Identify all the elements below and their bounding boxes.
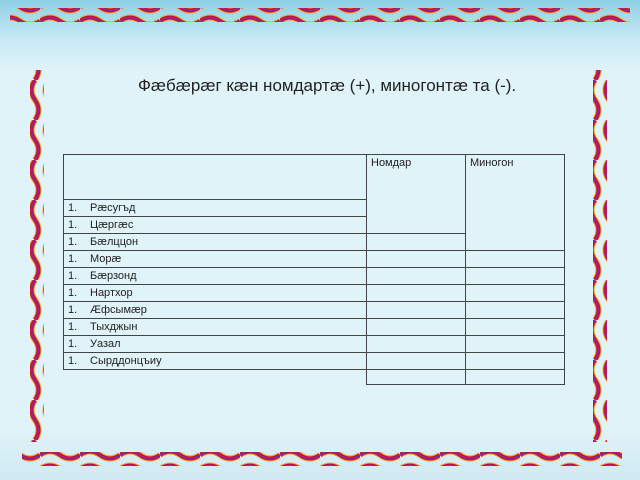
minogon-answer-cell[interactable] xyxy=(466,353,565,370)
minogon-answer-cell[interactable] xyxy=(466,302,565,319)
minogon-answer-cell[interactable] xyxy=(466,251,565,268)
nomdar-answer-cell[interactable] xyxy=(367,268,466,285)
row-label: Уазал xyxy=(90,338,121,350)
row-number: 1. xyxy=(68,270,78,282)
row-label-cell xyxy=(64,302,367,319)
header-minogon-label: Миногон xyxy=(470,157,514,169)
row-label: Цæргæс xyxy=(90,219,134,231)
row-label: Рæсугъд xyxy=(90,202,136,214)
ribbon-left xyxy=(30,70,44,442)
nomdar-answer-cell[interactable] xyxy=(367,251,466,268)
nomdar-answer-cell[interactable] xyxy=(367,319,466,336)
table-row xyxy=(64,370,565,385)
row-label-cell xyxy=(64,234,367,251)
table-row xyxy=(64,353,565,370)
row-label-cell xyxy=(64,251,367,268)
page-title: Фæбæрæг кæн номдартæ (+), миногонтæ та (-). xyxy=(138,76,517,95)
row-label-cell xyxy=(64,268,367,285)
row-label-cell xyxy=(64,336,367,353)
nomdar-answer-cell[interactable] xyxy=(367,353,466,370)
row-number: 1. xyxy=(68,321,78,333)
row-number: 1. xyxy=(68,253,78,265)
ribbon-bottom xyxy=(22,452,622,466)
header-empty-cell xyxy=(64,155,367,200)
row-label: Бæлццон xyxy=(90,236,139,248)
nomdar-answer-cell[interactable] xyxy=(367,285,466,302)
row-label: Морæ xyxy=(90,253,122,265)
row-label: Сырддонцъиу xyxy=(90,355,162,367)
row-label-cell xyxy=(64,217,367,234)
nomdar-answer-cell[interactable] xyxy=(367,302,466,319)
row-label: Нартхор xyxy=(90,287,133,299)
row-label-cell xyxy=(64,319,367,336)
header-nomdar-label: Номдар xyxy=(371,157,412,169)
nomdar-answer-cell[interactable] xyxy=(367,234,466,251)
table-row xyxy=(64,302,565,319)
nomdar-answer-cell[interactable] xyxy=(367,336,466,353)
nomdar-answer-cell[interactable] xyxy=(367,370,466,385)
row-number: 1. xyxy=(68,287,78,299)
table-row xyxy=(64,251,565,268)
header-minogon xyxy=(466,155,565,251)
ribbon-right xyxy=(593,70,607,442)
minogon-answer-cell[interactable] xyxy=(466,370,565,385)
table-header-row xyxy=(64,155,565,200)
row-number: 1. xyxy=(68,338,78,350)
classification-table xyxy=(63,154,565,385)
row-label: Тыхджын xyxy=(90,321,138,333)
table-row xyxy=(64,336,565,353)
table-row xyxy=(64,285,565,302)
row-label: Бæрзонд xyxy=(90,270,137,282)
ribbon-top xyxy=(10,8,630,22)
minogon-answer-cell[interactable] xyxy=(466,319,565,336)
row-number: 1. xyxy=(68,236,78,248)
table-row xyxy=(64,319,565,336)
row-number: 1. xyxy=(68,219,78,231)
minogon-answer-cell[interactable] xyxy=(466,336,565,353)
table-row xyxy=(64,268,565,285)
row-label-cell xyxy=(64,200,367,217)
row-label-cell xyxy=(64,353,367,370)
row-number: 1. xyxy=(68,202,78,214)
row-number: 1. xyxy=(68,355,78,367)
minogon-answer-cell[interactable] xyxy=(466,285,565,302)
row-label-cell xyxy=(64,285,367,302)
minogon-answer-cell[interactable] xyxy=(466,268,565,285)
spacer-cell xyxy=(64,370,367,385)
header-nomdar xyxy=(367,155,466,234)
row-number: 1. xyxy=(68,304,78,316)
row-label: Æфсымæр xyxy=(90,304,147,316)
